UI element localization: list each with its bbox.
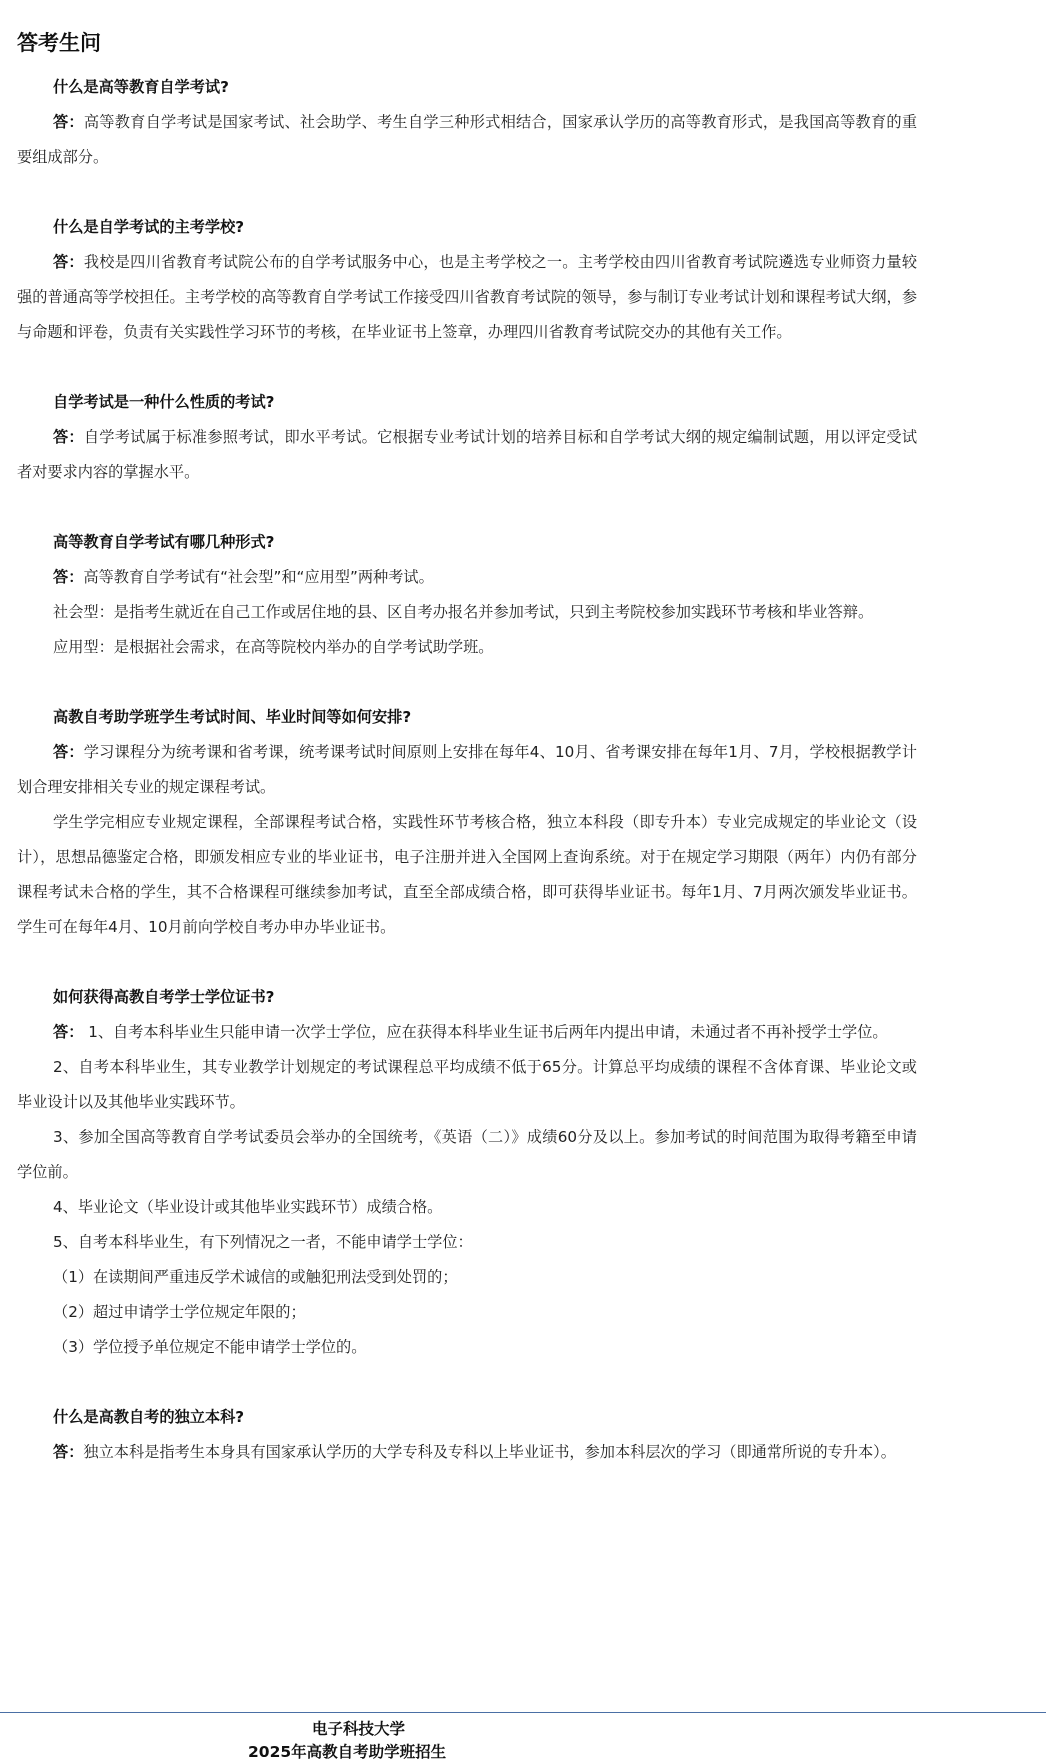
answer-text: 2、自考本科毕业生，其专业教学计划规定的考试课程总平均成绩不低于65分。计算总平均成绩的课程不含体育课、毕业论文或毕业设计以及其他毕业实践环节。 bbox=[17, 1058, 917, 1111]
answer-text: （1）在读期间严重违反学术诚信的或触犯刑法受到处罚的； bbox=[53, 1268, 458, 1286]
answer-text: 学习课程分为统考课和省考课，统考课考试时间原则上安排在每年4、10月、省考课安排在每年1月、7月，学校根据教学计划合理安排相关专业的规定课程考试。 bbox=[17, 743, 917, 796]
answer-label: 答： bbox=[53, 568, 84, 586]
faq-answer-paragraph bbox=[17, 1435, 917, 1470]
faq-answer-paragraph bbox=[17, 805, 917, 945]
faq-item bbox=[17, 210, 917, 350]
faq-item bbox=[17, 1400, 917, 1470]
answer-text: 我校是四川省教育考试院公布的自学考试服务中心，也是主考学校之一。主考学校由四川省教育考试院遴选专业师资力量较强的普通高等学校担任。主考学校的高等教育自学考试工作接受四川省教育考试院的领导，参与制订专业考试计划和课程考试大纲，参与命题和评卷，负责有关实践性学习环节的考核，在毕业证书上签章，办理四川省教育考试院交办的其他有关工作。 bbox=[17, 253, 918, 341]
faq-answer-paragraph bbox=[17, 1295, 917, 1330]
faq-question: 如何获得高教自考学士学位证书? bbox=[53, 988, 275, 1006]
answer-text: （2）超过申请学士学位规定年限的； bbox=[53, 1303, 306, 1321]
answer-label: 答： bbox=[53, 1023, 84, 1041]
page-title: 答考生问 bbox=[17, 31, 101, 55]
answer-label: 答： bbox=[53, 253, 84, 271]
faq-answer-paragraph bbox=[17, 1050, 917, 1120]
answer-text: 社会型：是指考生就近在自己工作或居住地的县、区自考办报名并参加考试，只到主考院校参加实践环节考核和毕业答辩。 bbox=[53, 603, 874, 621]
faq-answer-paragraph bbox=[17, 1190, 917, 1225]
answer-text: 自学考试属于标准参照考试，即水平考试。它根据专业考试计划的培养目标和自学考试大纲的规定编制试题，用以评定受试者对要求内容的掌握水平。 bbox=[17, 428, 918, 481]
faq-question: 高等教育自学考试有哪几种形式? bbox=[53, 533, 275, 551]
faq-item bbox=[17, 525, 917, 665]
faq-question: 自学考试是一种什么性质的考试? bbox=[53, 393, 275, 411]
faq-answer-paragraph bbox=[17, 105, 917, 175]
faq-answer-paragraph bbox=[17, 630, 917, 665]
answer-text: 独立本科是指考生本身具有国家承认学历的大学专科及专科以上毕业证书，参加本科层次的学习（即通常所说的专升本）。 bbox=[83, 1443, 896, 1461]
answer-label: 答： bbox=[53, 1443, 84, 1461]
faq-answer-paragraph bbox=[17, 595, 917, 630]
faq-answer-paragraph bbox=[17, 245, 917, 350]
answer-text: 高等教育自学考试有“社会型”和“应用型”两种考试。 bbox=[83, 568, 434, 586]
footer-divider bbox=[0, 1712, 1046, 1713]
faq-item bbox=[17, 70, 917, 175]
faq-item bbox=[17, 385, 917, 490]
faq-item bbox=[17, 980, 917, 1365]
answer-text: （3）学位授予单位规定不能申请学士学位的。 bbox=[53, 1338, 367, 1356]
faq-item bbox=[17, 700, 917, 945]
faq-answer-paragraph bbox=[17, 1225, 917, 1260]
faq-answer-paragraph bbox=[17, 1260, 917, 1295]
faq-answer-paragraph bbox=[17, 735, 917, 805]
answer-text: 4、毕业论文（毕业设计或其他毕业实践环节）成绩合格。 bbox=[53, 1198, 443, 1216]
answer-label: 答： bbox=[53, 743, 84, 761]
answer-text: 3、参加全国高等教育自学考试委员会举办的全国统考，《英语（二）》成绩60分及以上。参加考试的时间范围为取得考籍至申请学位前。 bbox=[17, 1128, 917, 1181]
faq-answer-paragraph bbox=[17, 420, 917, 490]
answer-label: 答： bbox=[53, 113, 84, 131]
faq-list bbox=[17, 70, 917, 1470]
footer-subtitle: 2025年高教自考助学班招生 bbox=[248, 1743, 447, 1761]
faq-answer-paragraph bbox=[17, 560, 917, 595]
answer-text: 1、自考本科毕业生只能申请一次学士学位，应在获得本科毕业生证书后两年内提出申请，未通过者不再补授学士学位。 bbox=[83, 1023, 888, 1041]
faq-answer-paragraph bbox=[17, 1330, 917, 1365]
faq-question: 高教自考助学班学生考试时间、毕业时间等如何安排? bbox=[53, 708, 412, 726]
answer-text: 5、自考本科毕业生，有下列情况之一者，不能申请学士学位： bbox=[53, 1233, 473, 1251]
answer-text: 高等教育自学考试是国家考试、社会助学、考生自学三种形式相结合，国家承认学历的高等教育形式，是我国高等教育的重要组成部分。 bbox=[17, 113, 918, 166]
faq-question: 什么是高教自考的独立本科? bbox=[53, 1408, 245, 1426]
faq-question: 什么是高等教育自学考试? bbox=[53, 78, 229, 96]
footer-school-name: 电子科技大学 bbox=[312, 1720, 406, 1738]
faq-question: 什么是自学考试的主考学校? bbox=[53, 218, 245, 236]
faq-answer-paragraph bbox=[17, 1120, 917, 1190]
faq-answer-paragraph bbox=[17, 1015, 917, 1050]
answer-text: 学生学完相应专业规定课程，全部课程考试合格，实践性环节考核合格，独立本科段（即专升本）专业完成规定的毕业论文（设计），思想品德鉴定合格，即颁发相应专业的毕业证书，电子注册并进入全国网上查询系统。对于在规定学习期限（两年）内仍有部分课程考试未合格的学生，其不合格课程可继续参加考试，直至全部成绩合格，即可获得毕业证书。每年1月、7月两次颁发毕业证书。学生可在每年4月、10月前向学校自考办申办毕业证书。 bbox=[17, 813, 917, 936]
answer-label: 答： bbox=[53, 428, 84, 446]
answer-text: 应用型：是根据社会需求，在高等院校内举办的自学考试助学班。 bbox=[53, 638, 494, 656]
